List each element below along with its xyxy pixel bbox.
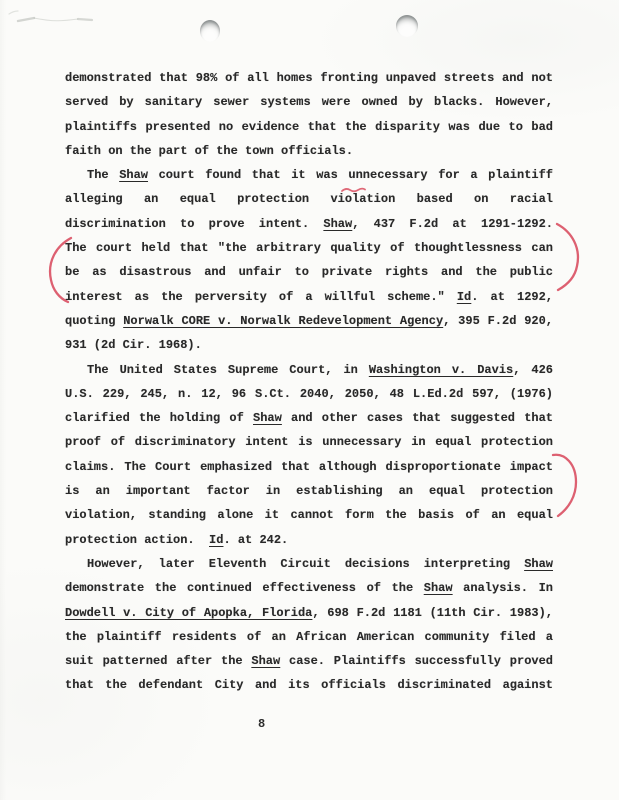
text-segment: protection action. (65, 532, 210, 547)
text-line (65, 430, 553, 454)
text-segment: U.S. 229, 245, n. 12, 96 S.Ct. 2040, 2050, 48 L.Ed.2d 597, (1976) (65, 386, 553, 401)
text-segment: case. Plaintiffs successfully proved (280, 654, 553, 669)
text-segment: interest as the perversity of a willful scheme." (65, 289, 457, 304)
text-line (65, 260, 553, 284)
text-segment: demonstrate the continued effectiveness of the (65, 581, 424, 596)
text-segment: . at 1292, (471, 289, 554, 304)
text-line (65, 601, 553, 625)
red-close-paren-upper-annotation-icon (552, 222, 586, 294)
text-segment: proof of discriminatory intent is unnecessary in equal protection (65, 435, 553, 450)
text-segment: court found that it was unnecessary for a plaintiff (148, 168, 553, 183)
text-segment: However, later Eleventh Circuit decisions interpreting (87, 556, 525, 571)
text-segment: faith on the part of the town officials. (65, 143, 354, 158)
pencil-mark-icon (8, 10, 123, 32)
text-line (65, 139, 553, 163)
text-line (65, 212, 553, 236)
text-line (65, 66, 553, 90)
text-line (65, 187, 553, 211)
text-segment: The court held that "the arbitrary quality of thoughtlessness can (65, 241, 553, 256)
document-text (65, 66, 553, 698)
text-line (65, 576, 553, 600)
text-segment: plaintiffs presented no evidence that the disparity was due to bad (65, 119, 553, 134)
text-line (65, 649, 553, 673)
text-line (65, 90, 553, 114)
red-close-paren-lower-annotation-icon (549, 450, 585, 522)
underlined-citation: Shaw (251, 654, 281, 669)
underlined-citation: Shaw (524, 556, 553, 571)
underlined-citation: Shaw (423, 581, 453, 596)
binder-hole-icon (200, 20, 220, 42)
text-segment: demonstrated that 98% of all homes fronting unpaved streets and not (65, 71, 553, 85)
text-segment: that the defendant City and its officials discriminated against (65, 678, 553, 693)
text-segment: alleging an equal protection violation based on racial (65, 192, 553, 207)
text-segment: clarified the holding of (65, 411, 253, 426)
red-underline-annotation-icon (341, 185, 367, 194)
underlined-citation: Id (456, 289, 472, 304)
text-segment: and other cases that suggested that (281, 411, 553, 426)
text-segment: is an important factor in establishing an equal protection (65, 484, 553, 499)
text-line (65, 528, 553, 552)
text-line (65, 285, 553, 309)
text-segment: discrimination to prove intent. (65, 216, 324, 231)
text-segment: 931 (2d Cir. 1968). (65, 338, 202, 353)
red-open-paren-annotation-icon (44, 236, 76, 306)
text-line (65, 503, 553, 527)
underlined-citation: Washington v. Davis (368, 362, 514, 377)
text-segment: , 426 (513, 362, 553, 377)
underlined-citation: Shaw (253, 411, 282, 426)
underlined-citation: Norwalk CORE v. Norwalk Redevelopment Agency (123, 313, 444, 328)
text-line (65, 552, 553, 576)
text-line (65, 333, 553, 357)
text-line (65, 455, 553, 479)
text-line (65, 236, 553, 260)
underlined-citation: Shaw (119, 168, 149, 183)
text-segment: . at 242. (223, 532, 289, 547)
text-segment: , 437 F.2d at 1291-1292. (352, 216, 554, 231)
text-line (65, 309, 553, 333)
text-segment: served by sanitary sewer systems were owned by blacks. However, (65, 95, 553, 110)
text-line (65, 163, 553, 187)
binder-hole-icon (396, 15, 418, 37)
text-segment: claims. The Court emphasized that although disproportionate impact (65, 459, 553, 474)
text-line (65, 115, 553, 139)
underlined-citation: Id (209, 532, 224, 547)
text-segment: suit patterned after the (65, 654, 252, 669)
text-line (65, 406, 553, 430)
underlined-citation: Shaw (323, 216, 353, 231)
text-segment: , 698 F.2d 1181 (11th Cir. 1983), (312, 605, 554, 620)
text-segment: violation, standing alone it cannot form the basis of an equal (65, 508, 553, 523)
text-segment: the plaintiff residents of an African American community filed a (65, 629, 553, 644)
page-number: 8 (258, 717, 266, 731)
text-line (65, 479, 553, 503)
text-line (65, 625, 553, 649)
text-line (65, 358, 553, 382)
underlined-citation: Dowdell v. City of Apopka, Florida (65, 605, 313, 620)
text-segment: analysis. In (452, 581, 553, 596)
text-line (65, 382, 553, 406)
text-segment: quoting (65, 313, 124, 328)
text-segment: The (87, 168, 120, 183)
text-segment: , 395 F.2d 920, (443, 313, 554, 328)
text-line (65, 673, 553, 697)
text-segment: be as disastrous and unfair to private rights and the public (65, 265, 553, 280)
text-segment: The United States Supreme Court, in (87, 362, 369, 377)
